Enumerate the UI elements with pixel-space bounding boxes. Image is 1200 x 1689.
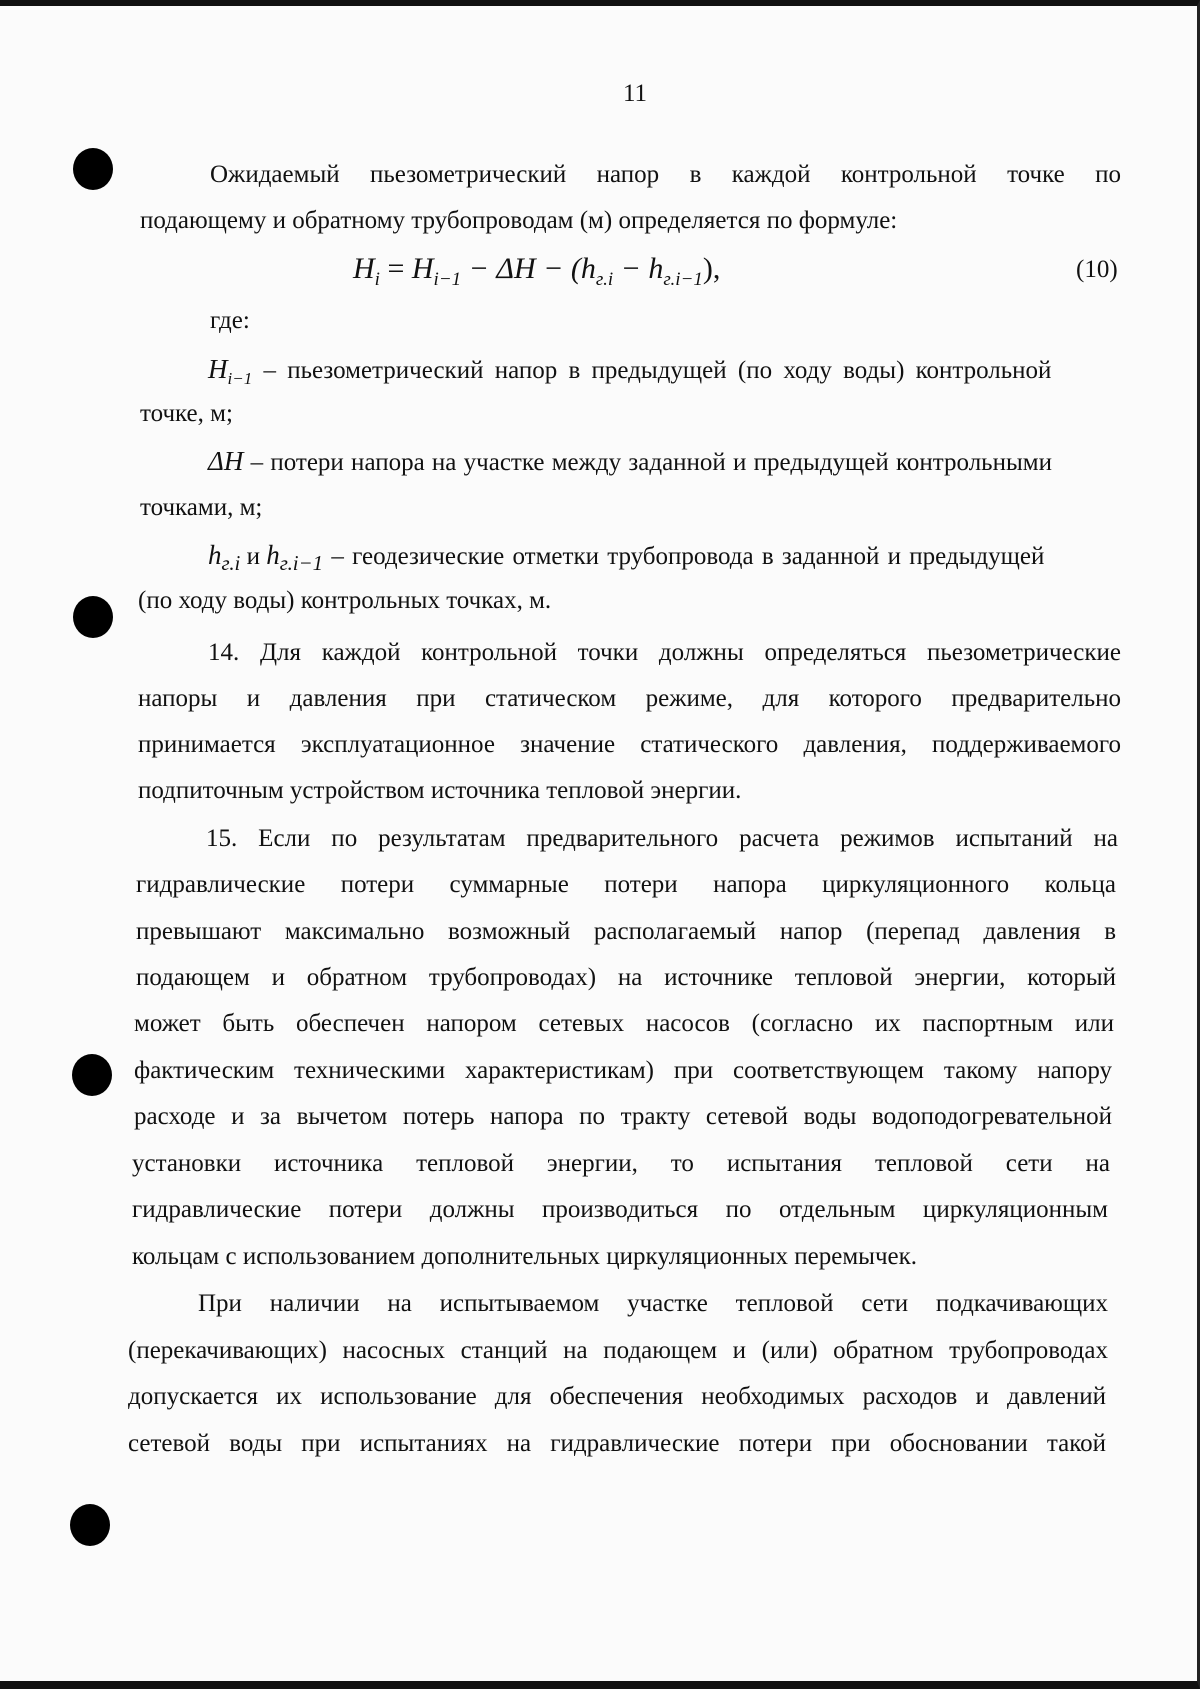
definition-h-prev: $H_{i-1}$ – пьезометрический напор в предыдущей (по ходу воды) контрольной <box>208 354 1052 388</box>
definition-line: (по ходу воды) контрольных точках, м. <box>138 587 552 614</box>
page-number: 11 <box>622 80 648 107</box>
paragraph-15-line: гидравлические потери суммарные потери напора циркуляционного кольца <box>136 871 1116 898</box>
paragraph-16-line: допускается их использование для обеспечения необходимых расходов и давлений <box>128 1383 1106 1410</box>
paragraph-16-line: При наличии на испытываемом участке тепловой сети подкачивающих <box>198 1290 1108 1317</box>
paragraph-15-line: фактическим техническими характеристикам) при соответствующем такому напору <box>134 1057 1112 1084</box>
definition-line: точками, м; <box>140 494 263 521</box>
paragraph-14-line: 14. Для каждой контрольной точки должны определяться пьезометрические <box>208 639 1121 666</box>
formula-10: $H_i = H_{i-1} - \Delta H - (h_{г.i} - h_{г.i-1})$, <box>353 252 721 290</box>
definition-geodetic: $h_{г.i}$ и $h_{г.i-1}$ – геодезические отметки трубопровода в заданной и предыдущей <box>208 540 1045 575</box>
paragraph-15-line: гидравлические потери должны производиться по отдельным циркуляционным <box>132 1196 1108 1223</box>
definition-line: точке, м; <box>140 400 233 427</box>
intro-line: Ожидаемый пьезометрический напор в каждой контрольной точке по <box>210 161 1121 188</box>
intro-line: подающему и обратному трубопроводам (м) определяется по формуле: <box>140 207 898 234</box>
paragraph-15-line: 15. Если по результатам предварительного расчета режимов испытаний на <box>206 825 1118 852</box>
punch-hole-dot <box>73 596 113 638</box>
punch-hole-dot <box>70 1504 110 1546</box>
punch-hole-dot <box>73 148 113 190</box>
paragraph-15-line: расходе и за вычетом потерь напора по тракту сетевой воды водоподогревательной <box>134 1103 1112 1130</box>
paragraph-15-line: превышают максимально возможный располагаемый напор (перепад давления в <box>136 918 1116 945</box>
paragraph-15-line: подающем и обратном трубопроводах) на источнике тепловой энергии, который <box>136 964 1116 991</box>
equation-number: (10) <box>1076 256 1118 283</box>
paragraph-15-line: кольцам с использованием дополнительных циркуляционных перемычек. <box>132 1243 918 1270</box>
paragraph-14-line: напоры и давления при статическом режиме, для которого предварительно <box>138 685 1121 712</box>
paragraph-14-line: принимается эксплуатационное значение статического давления, поддерживаемого <box>138 731 1121 758</box>
paragraph-16-line: сетевой воды при испытаниях на гидравлические потери при обосновании такой <box>128 1430 1106 1457</box>
definition-delta-h: ΔH – потери напора на участке между заданной и предыдущей контрольными <box>208 446 1052 476</box>
paragraph-15-line: установки источника тепловой энергии, то испытания тепловой сети на <box>132 1150 1110 1177</box>
paragraph-16-line: (перекачивающих) насосных станций на подающем и (или) обратном трубопроводах <box>128 1337 1108 1364</box>
paragraph-15-line: может быть обеспечен напором сетевых насосов (согласно их паспортным или <box>134 1010 1114 1037</box>
where-label: где: <box>210 307 250 334</box>
punch-hole-dot <box>72 1054 112 1096</box>
paragraph-14-line: подпиточным устройством источника тепловой энергии. <box>138 777 742 804</box>
